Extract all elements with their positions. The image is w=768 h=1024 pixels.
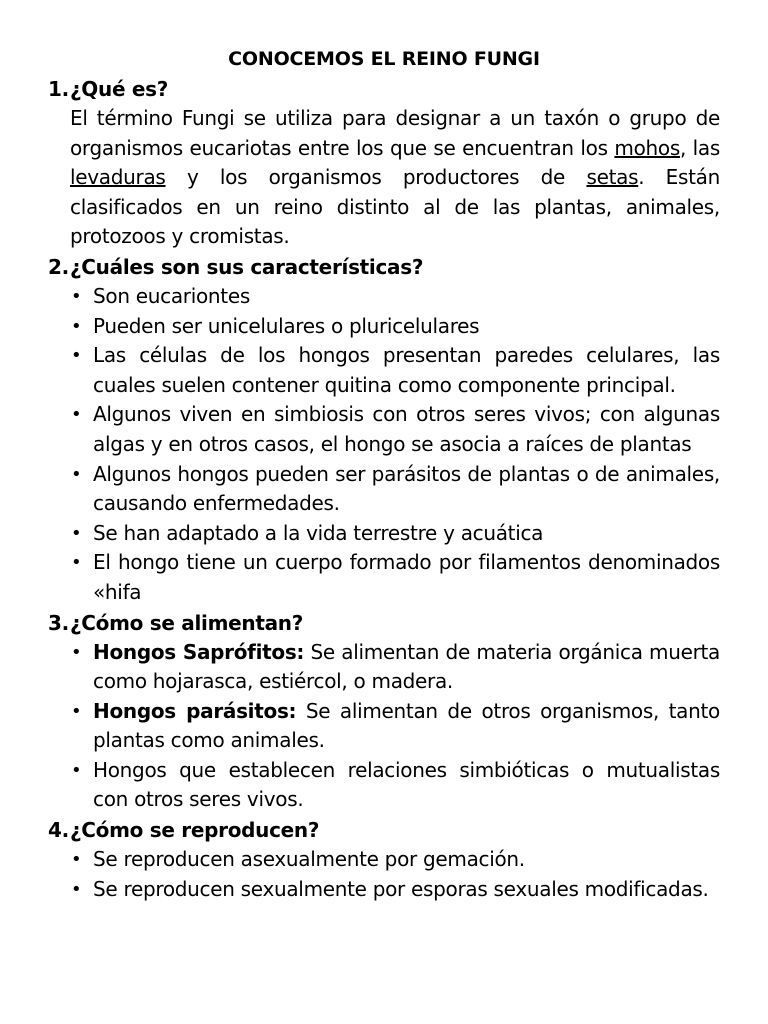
bullet-icon: • bbox=[71, 522, 82, 544]
section-heading-text: ¿Qué es? bbox=[70, 77, 169, 101]
characteristics-list bbox=[48, 282, 720, 608]
list-item-text: Pueden ser unicelulares o pluricelulares bbox=[93, 313, 480, 338]
list-item-text: Algunos hongos pueden ser parásitos de plantas o de animales, causando enfermedades. bbox=[93, 461, 720, 516]
section-number: 4. bbox=[48, 818, 69, 843]
document-page bbox=[48, 44, 720, 904]
list-item-text: Algunos viven en simbiosis con otros seres vivos; con algunas algas y en otros casos, el hongo se asocia a raíces de plantas bbox=[93, 402, 720, 456]
list-item bbox=[48, 638, 720, 697]
list-item bbox=[48, 400, 720, 459]
list-item-text: Son eucariontes bbox=[93, 283, 250, 308]
section-heading-reproduccion bbox=[48, 815, 720, 845]
page-title: CONOCEMOS EL REINO FUNGI bbox=[228, 48, 540, 70]
section-heading-que-es bbox=[48, 74, 720, 104]
list-item bbox=[48, 282, 720, 312]
list-item bbox=[48, 519, 720, 549]
list-item bbox=[48, 697, 720, 756]
list-item bbox=[48, 756, 720, 815]
list-item-term: Hongos parásitos: bbox=[93, 698, 297, 723]
list-item bbox=[48, 312, 720, 342]
list-item-text: Se reproducen asexualmente por gemación. bbox=[93, 847, 525, 872]
term-setas: setas bbox=[586, 165, 639, 190]
section-heading-text: ¿Cuáles son sus características? bbox=[70, 254, 424, 279]
reproduction-list bbox=[48, 845, 720, 904]
list-item-text: Se han adaptado a la vida terrestre y acuática bbox=[93, 520, 544, 545]
section-number: 1. bbox=[48, 77, 69, 101]
bullet-icon: • bbox=[71, 345, 82, 367]
term-levaduras: levaduras bbox=[70, 165, 166, 190]
section-heading-text: ¿Cómo se alimentan? bbox=[70, 610, 304, 635]
bullet-icon: • bbox=[71, 404, 82, 426]
section-heading-text: ¿Cómo se reproducen? bbox=[70, 818, 320, 843]
bullet-icon: • bbox=[71, 641, 82, 663]
list-item-term: Hongos Saprófitos: bbox=[93, 639, 305, 664]
paragraph-text: . Están clasificados en un reino distinto al de las plantas, animales, protozoos y cromistas. bbox=[70, 165, 720, 249]
bullet-icon: • bbox=[71, 463, 82, 485]
list-item bbox=[48, 875, 720, 905]
list-item-text: Se alimentan de materia orgánica muerta como hojarasca, estiércol, o madera. bbox=[93, 639, 720, 694]
section-heading-caracteristicas bbox=[48, 252, 720, 282]
bullet-icon: • bbox=[71, 315, 82, 337]
list-item bbox=[48, 460, 720, 519]
nutrition-list bbox=[48, 638, 720, 816]
list-item bbox=[48, 845, 720, 875]
list-item-text: Se reproducen sexualmente por esporas sexuales modificadas. bbox=[93, 876, 709, 901]
list-item-text: Se alimentan de otros organismos, tanto plantas como animales. bbox=[93, 698, 720, 753]
section-heading-alimentacion bbox=[48, 608, 720, 638]
list-item-text: El hongo tiene un cuerpo formado por filamentos denominados «hifa bbox=[93, 550, 720, 604]
section-number: 3. bbox=[48, 610, 69, 635]
list-item bbox=[48, 548, 720, 607]
paragraph-text: , las bbox=[679, 135, 720, 160]
list-item bbox=[48, 341, 720, 400]
section-number: 2. bbox=[48, 254, 69, 279]
definition-paragraph bbox=[70, 104, 720, 252]
bullet-icon: • bbox=[71, 285, 82, 307]
bullet-icon: • bbox=[71, 849, 82, 871]
term-mohos: mohos bbox=[614, 135, 680, 160]
bullet-icon: • bbox=[71, 759, 82, 781]
paragraph-text: El término Fungi se utiliza para designar a un taxón o grupo de organismos eucariotas entre los que se encuentran los bbox=[70, 106, 720, 160]
paragraph-text: y los organismos productores de bbox=[165, 165, 587, 190]
bullet-icon: • bbox=[71, 552, 82, 574]
list-item-text: Hongos que establecen relaciones simbióticas o mutualistas con otros seres vivos. bbox=[93, 757, 720, 812]
bullet-icon: • bbox=[71, 700, 82, 722]
bullet-icon: • bbox=[71, 878, 82, 900]
list-item-text: Las células de los hongos presentan paredes celulares, las cuales suelen contener quitina como componente principal. bbox=[93, 343, 720, 397]
